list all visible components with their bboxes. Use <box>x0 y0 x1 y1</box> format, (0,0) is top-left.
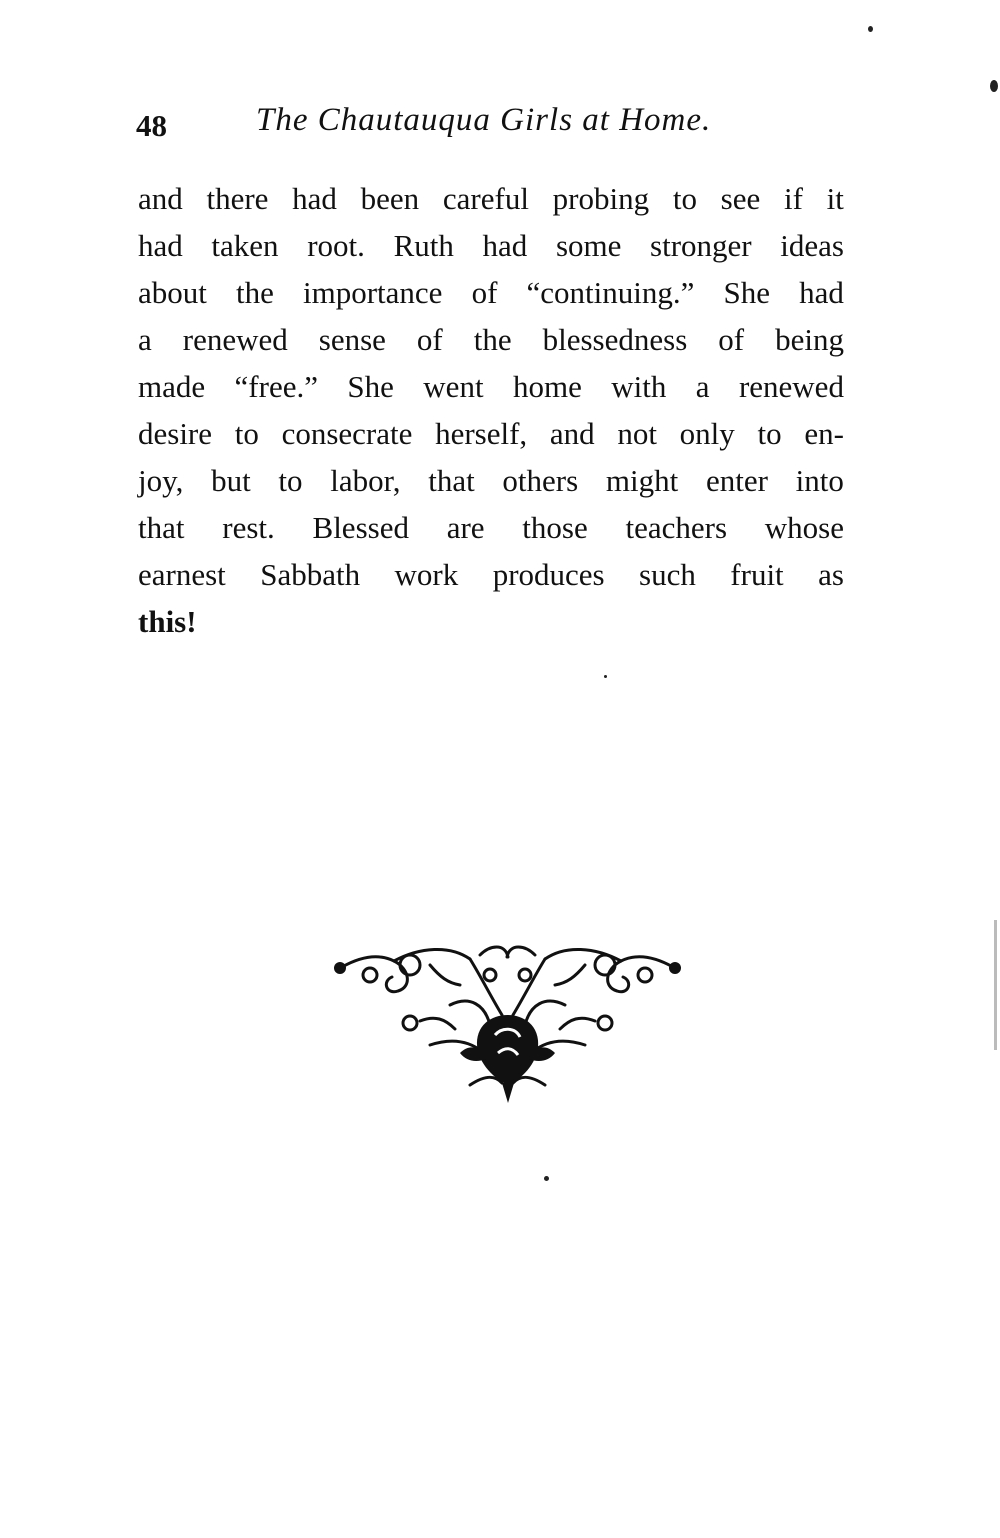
word: labor, <box>330 463 401 498</box>
word: earnest <box>138 557 226 592</box>
word: stronger <box>650 228 752 263</box>
word: with <box>611 369 667 404</box>
word: renewed <box>182 322 288 357</box>
word: careful <box>442 181 529 216</box>
running-head <box>136 100 776 150</box>
word: rest. <box>222 510 275 545</box>
speck <box>604 675 607 678</box>
text-line <box>138 175 844 222</box>
word: others <box>502 463 579 498</box>
word: a <box>695 369 710 404</box>
word: had <box>292 181 337 216</box>
text-line <box>138 316 844 363</box>
text-line <box>138 457 844 504</box>
word: joy, <box>138 463 184 498</box>
word: of <box>416 322 443 357</box>
word: the <box>473 322 512 357</box>
word: Ruth <box>393 228 454 263</box>
word: root. <box>307 228 365 263</box>
word: that <box>138 510 185 545</box>
word: “continuing.” <box>526 275 695 310</box>
word: probing <box>552 181 650 216</box>
word: to <box>672 181 697 216</box>
word: herself, <box>435 416 528 451</box>
speck <box>868 26 873 32</box>
word: “free.” <box>234 369 318 404</box>
text-line <box>138 269 844 316</box>
word: had <box>482 228 528 263</box>
word: whose <box>764 510 844 545</box>
word: it <box>826 181 844 216</box>
speck <box>544 1176 549 1181</box>
word: blessedness <box>542 322 688 357</box>
speck <box>994 920 997 1050</box>
word: to <box>757 416 782 451</box>
word: as <box>818 557 844 592</box>
word: consecrate <box>281 416 413 451</box>
text-line <box>138 504 844 551</box>
page-number: 48 <box>136 108 167 143</box>
word: the <box>236 275 274 310</box>
word: see <box>720 181 761 216</box>
word: about <box>138 275 207 310</box>
word: made <box>138 369 206 404</box>
word: desire <box>138 416 213 451</box>
word: that <box>428 463 475 498</box>
word: some <box>555 228 622 263</box>
body-text <box>138 175 844 645</box>
text-line <box>138 222 844 269</box>
word: en- <box>804 416 844 451</box>
word: are <box>446 510 485 545</box>
word: produces <box>492 557 605 592</box>
word: had <box>799 275 844 310</box>
word: to <box>234 416 259 451</box>
word: enter <box>705 463 768 498</box>
text-line <box>138 551 844 598</box>
word: renewed <box>738 369 844 404</box>
book-title: The Chautauqua Girls at Home. <box>256 102 712 138</box>
word: to <box>278 463 303 498</box>
word: might <box>605 463 679 498</box>
word: if <box>783 181 803 216</box>
text-line <box>138 410 844 457</box>
word: had <box>138 228 183 263</box>
word: of <box>471 275 498 310</box>
word: work <box>394 557 459 592</box>
word: into <box>795 463 844 498</box>
word: those <box>522 510 588 545</box>
word: importance <box>303 275 443 310</box>
word: there <box>206 181 269 216</box>
word: teachers <box>625 510 728 545</box>
word: sense <box>318 322 386 357</box>
text-line <box>138 363 844 410</box>
word: She <box>347 369 394 404</box>
word: a <box>138 322 152 357</box>
word: home <box>512 369 582 404</box>
word: and <box>549 416 595 451</box>
speck <box>990 80 998 92</box>
word: but <box>211 463 251 498</box>
word: and <box>138 181 183 216</box>
word: such <box>639 557 696 592</box>
floral-tailpiece-icon <box>330 935 685 1105</box>
text-line <box>138 598 844 645</box>
word: Sabbath <box>260 557 361 592</box>
word: of <box>718 322 745 357</box>
word: this! <box>138 604 197 639</box>
word: not <box>617 416 657 451</box>
word: only <box>679 416 735 451</box>
word: fruit <box>730 557 784 592</box>
word: went <box>423 369 484 404</box>
word: taken <box>211 228 279 263</box>
word: been <box>360 181 420 216</box>
word: ideas <box>780 228 844 263</box>
word: Blessed <box>312 510 409 545</box>
word: being <box>775 322 844 357</box>
word: She <box>723 275 771 310</box>
